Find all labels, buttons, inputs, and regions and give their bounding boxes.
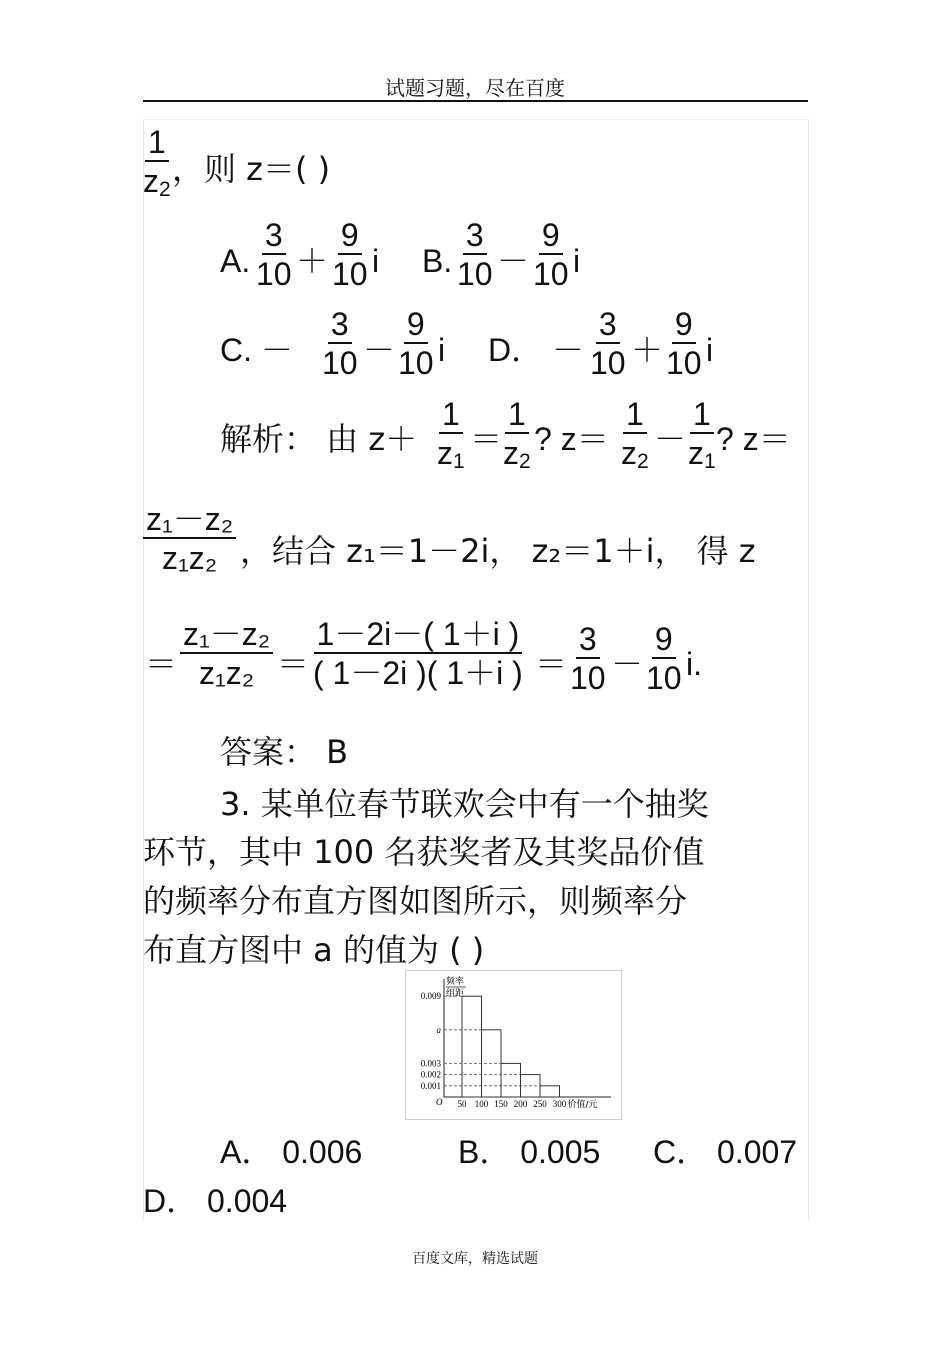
analysis-minus: － — [654, 421, 687, 457]
analysis-frac-1-z2b: $\frac{1}{z2}$ — [621, 396, 649, 473]
y-tick-label: a — [436, 1024, 441, 1035]
lead-num: 1 — [145, 124, 169, 162]
y-axis-label-top: 频率 — [446, 977, 465, 987]
x-tick-label: 300 — [552, 1099, 567, 1109]
option-b-frac2: $\frac{9}{10}$ — [533, 217, 569, 292]
analysis-result-frac1: $\frac{3}{10}$ — [570, 621, 606, 696]
y-axis-label-bottom: 组距 — [446, 989, 465, 999]
histogram-svg — [406, 971, 621, 1119]
option-b-frac1: $\frac{3}{10}$ — [457, 217, 493, 292]
page-header: 试题习题，尽在百度 — [385, 76, 565, 100]
option-c-label: C. － — [220, 332, 293, 368]
analysis-frac-diff-2: $\frac{\text{z₁－z₂}}{\text{z₁z₂}}$ — [180, 616, 273, 692]
option-a-sign: ＋ — [296, 243, 329, 279]
q3-line2: 环节，其中 100 名获奖者及其奖品价值 — [143, 833, 705, 871]
analysis-eq: ＝ — [470, 421, 503, 457]
analysis-frac-1-z2a: $\frac{1}{z2}$ — [503, 396, 531, 473]
option-b-label: B. — [422, 243, 453, 279]
analysis-implies-2: ? z＝ — [716, 421, 791, 457]
q3-line4: 布直方图中 a 的值为 ( ) — [143, 931, 485, 969]
q3-option-b: B． 0.005 — [458, 1134, 601, 1170]
analysis-implies-1: ? z＝ — [534, 421, 609, 457]
q3-line1: 3. 某单位春节联欢会中有一个抽奖 — [220, 785, 709, 823]
page-footer: 百度文库，精选试题 — [412, 1251, 538, 1267]
q3-option-a: A． 0.006 — [220, 1134, 363, 1170]
x-tick-label: 250 — [533, 1099, 547, 1109]
analysis-frac-1-z1b: $\frac{1}{z1}$ — [688, 396, 716, 473]
option-a-frac1: $\frac{3}{10}$ — [256, 217, 292, 292]
y-tick-label: 0.009 — [420, 991, 441, 1002]
analysis-result-i: i. — [686, 646, 702, 682]
analysis-label: 解析： 由 z＋ — [220, 420, 418, 458]
histogram-bar — [462, 996, 482, 1097]
origin-label: O — [436, 1097, 443, 1107]
x-tick-label: 100 — [474, 1099, 489, 1109]
analysis-eq4: ＝ — [535, 646, 568, 682]
lead-fraction — [143, 124, 171, 209]
x-tick-label: 150 — [494, 1099, 508, 1109]
analysis-result-minus: － — [611, 646, 644, 682]
analysis-eq2: ＝ — [145, 646, 178, 682]
y-tick-label: 0.003 — [420, 1058, 441, 1069]
option-a-label: A. — [220, 243, 251, 279]
option-d-label: D． － — [488, 332, 585, 368]
option-c-sign: － — [363, 332, 396, 368]
option-a-i: i — [372, 243, 380, 279]
option-c-i: i — [438, 332, 446, 368]
analysis-frac-diff: $\frac{\text{z₁－z₂}}{\text{z₁z₂}}$ — [143, 501, 236, 577]
x-tick-label: 200 — [513, 1099, 528, 1109]
answer: 答案： B — [220, 733, 349, 771]
histogram-bar — [540, 1086, 560, 1097]
analysis-result-frac2: $\frac{9}{10}$ — [646, 621, 682, 696]
option-c-frac2: $\frac{9}{10}$ — [398, 306, 434, 381]
analysis-frac-1-z1: $\frac{1}{z1}$ — [437, 396, 465, 473]
q2-stem: ，则 z＝( ) — [172, 150, 331, 188]
q3-option-d: D． 0.004 — [143, 1183, 288, 1219]
option-b-sign: － — [497, 243, 530, 279]
q3-option-c: C． 0.007 — [653, 1134, 798, 1170]
analysis-big-frac: $\frac{1-2i-( 1+i )}{( 1-2i )( 1+i )}$ — [313, 616, 523, 691]
option-a-frac2: $\frac{9}{10}$ — [332, 217, 368, 292]
option-d-i: i — [706, 332, 714, 368]
q3-line3: 的频率分布直方图如图所示，则频率分 — [143, 882, 688, 920]
header-rule — [143, 100, 808, 102]
option-d-frac2: $\frac{9}{10}$ — [666, 306, 702, 381]
histogram-chart — [405, 970, 622, 1120]
option-b-i: i — [573, 243, 581, 279]
x-tick-label: 50 — [457, 1099, 467, 1109]
histogram-bar — [501, 1063, 521, 1097]
y-tick-label: 0.001 — [420, 1080, 441, 1091]
analysis-eq3: ＝ — [277, 646, 310, 682]
y-tick-label: 0.002 — [420, 1069, 441, 1080]
x-axis-label: 价值/元 — [567, 1100, 598, 1110]
lead-den: z2 — [143, 163, 171, 201]
option-d-sign: ＋ — [631, 332, 664, 368]
analysis-combine: ，结合 z₁＝1－2i， z₂＝1＋i， 得 z — [240, 532, 756, 570]
option-d-frac1: $\frac{3}{10}$ — [590, 306, 626, 381]
option-c-frac1: $\frac{3}{10}$ — [322, 306, 358, 381]
